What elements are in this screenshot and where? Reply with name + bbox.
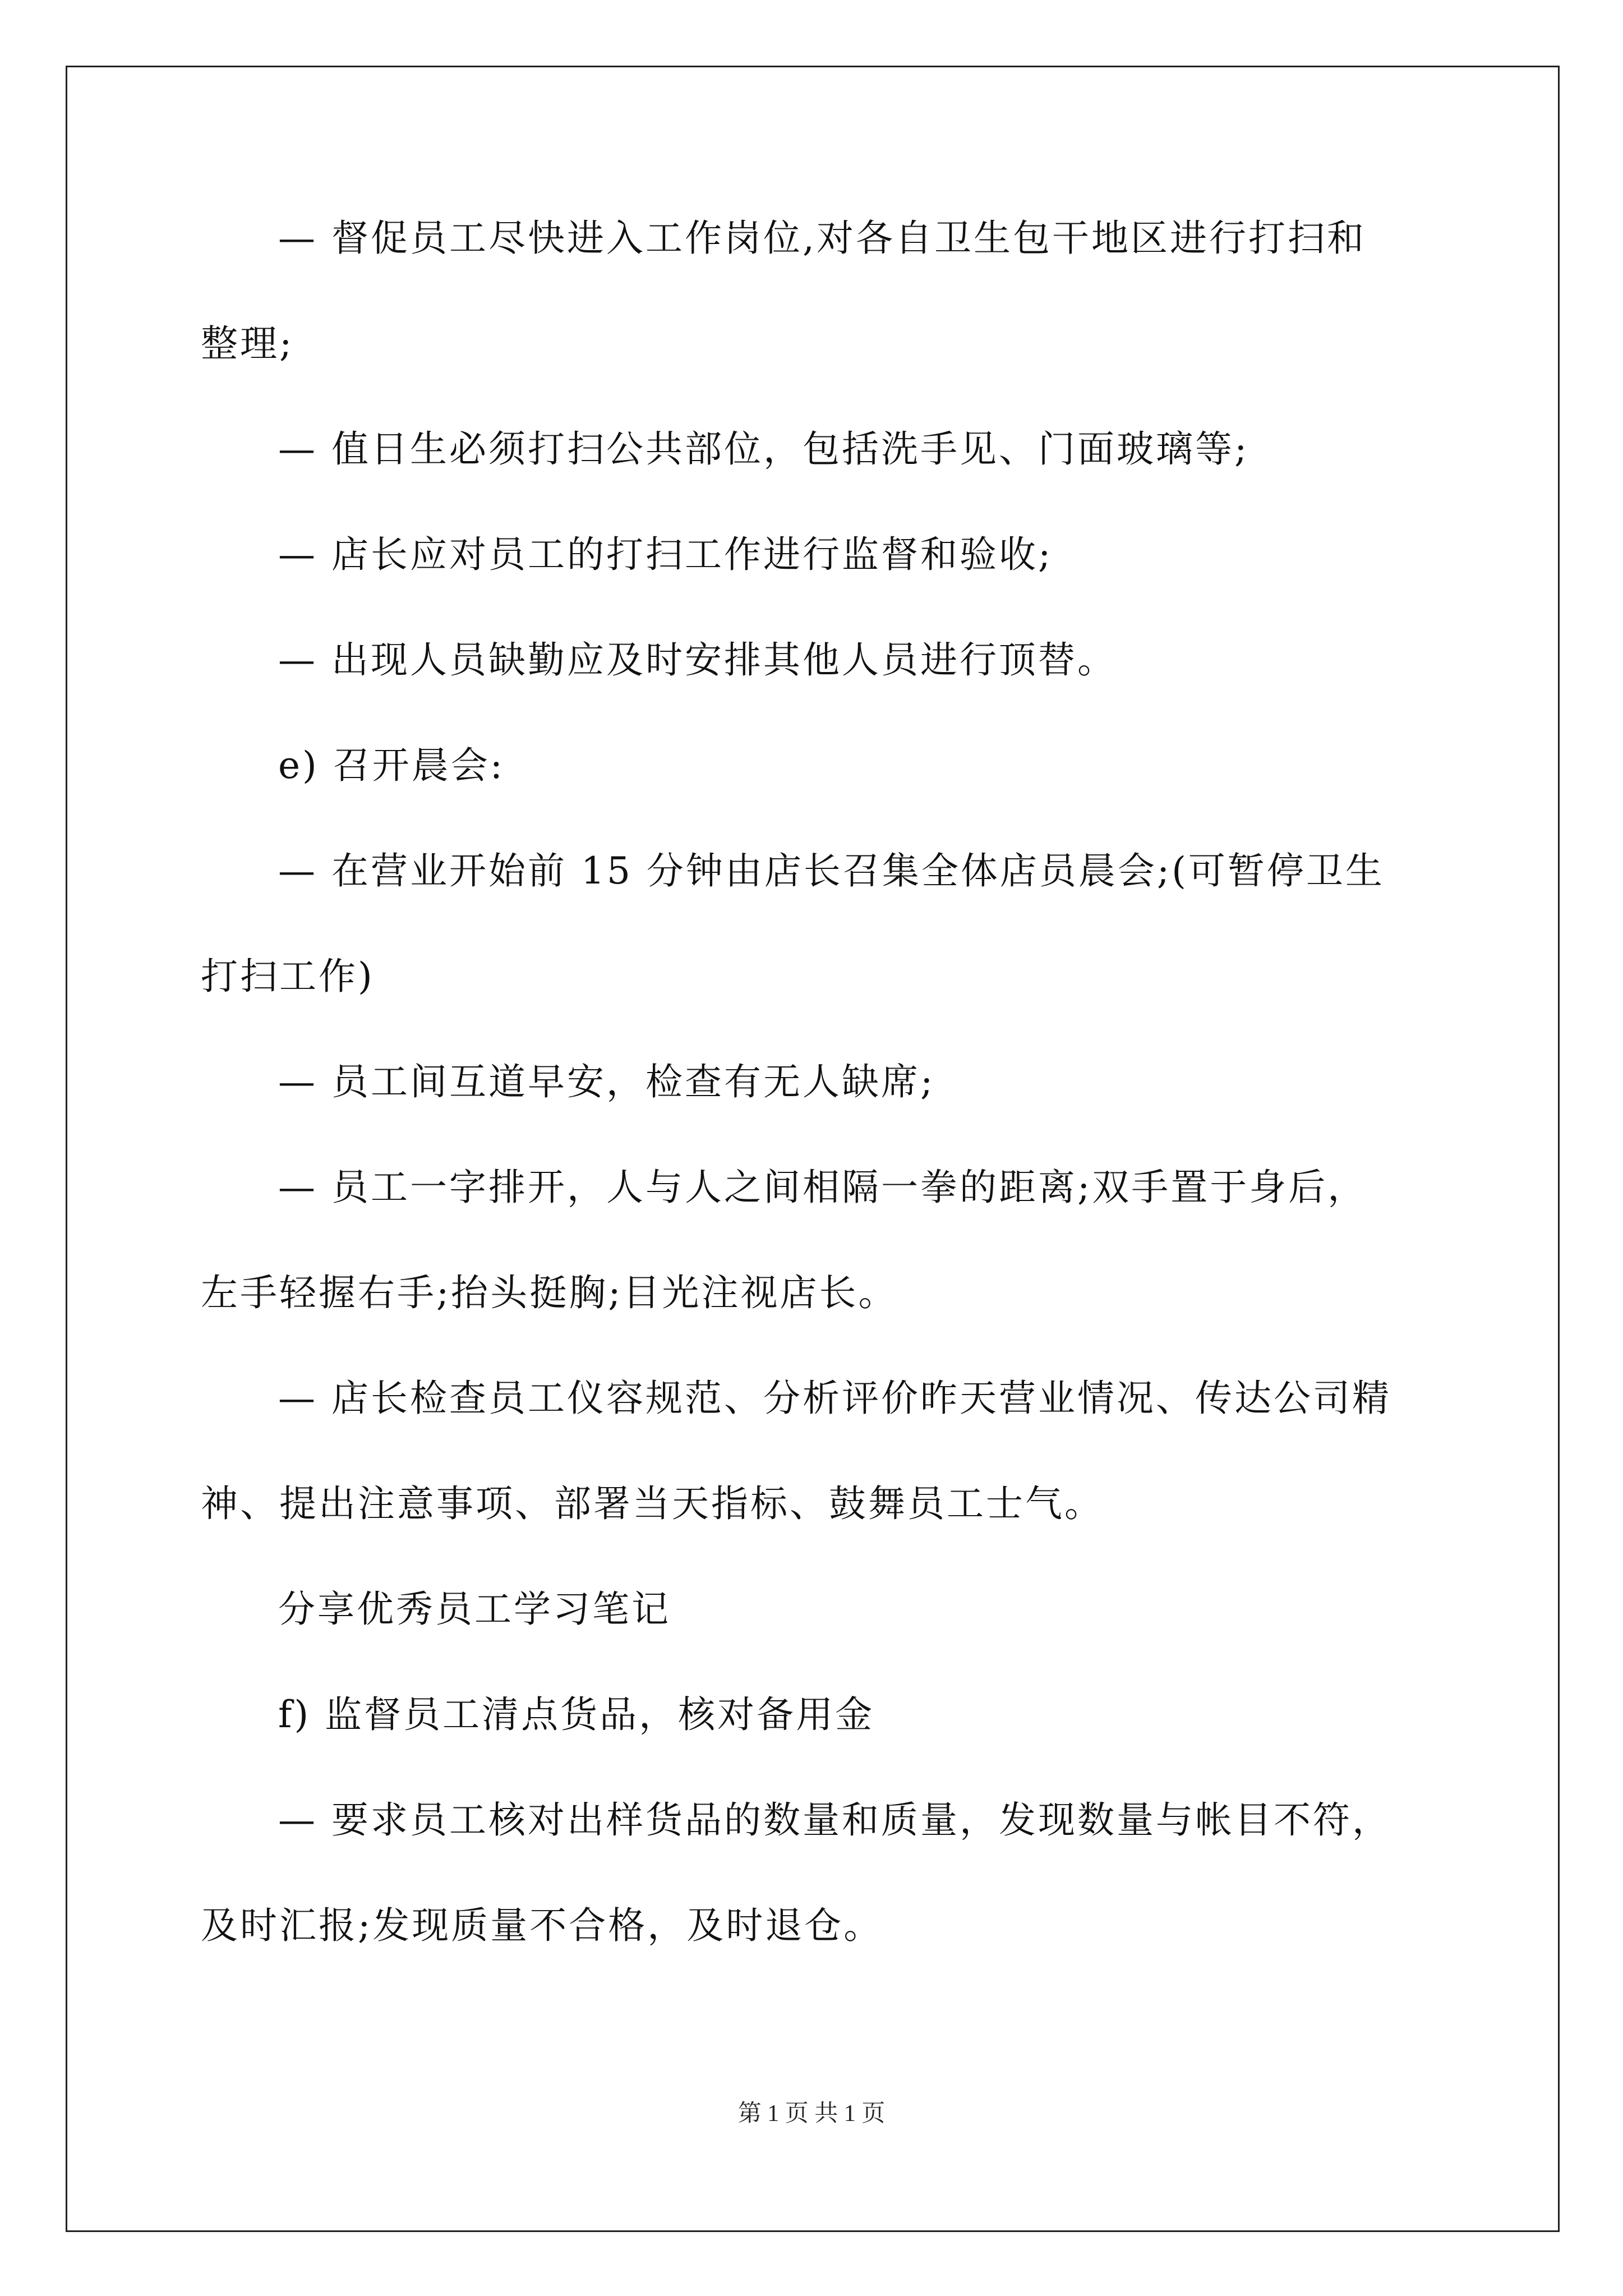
paragraph-6-line-2: 打扫工作)	[201, 955, 375, 998]
section-heading-f: f) 监督员工清点货品，核对备用金	[278, 1693, 875, 1736]
section-heading-e: e) 召开晨会:	[278, 744, 505, 787]
page-number-footer: 第 1 页 共 1 页	[737, 2101, 886, 2127]
paragraph-10: 分享优秀员工学习笔记	[278, 1588, 671, 1631]
paragraph-9-line-2: 神、提出注意事项、部署当天指标、鼓舞员工士气。	[201, 1482, 1104, 1525]
paragraph-6-line-1: — 在营业开始前 15 分钟由店长召集全体店员晨会;(可暂停卫生	[278, 849, 1385, 892]
paragraph-8-line-1: — 员工一字排开，人与人之间相隔一拳的距离;双手置于身后，	[278, 1166, 1367, 1209]
paragraph-2: — 值日生必须打扫公共部位，包括洗手见、门面玻璃等;	[278, 427, 1249, 471]
paragraph-1-line-2: 整理;	[201, 322, 294, 365]
paragraph-4: — 出现人员缺勤应及时安排其他人员进行顶替。	[278, 638, 1117, 682]
paragraph-1-line-1: — 督促员工尽快进入工作岗位,对各自卫生包干地区进行打扫和	[278, 217, 1366, 260]
paragraph-8-line-2: 左手轻握右手;抬头挺胸;目光注视店长。	[201, 1271, 898, 1314]
paragraph-12-line-2: 及时汇报;发现质量不合格，及时退仓。	[201, 1904, 883, 1947]
paragraph-9-line-1: — 店长检查员工仪容规范、分析评价昨天营业情况、传达公司精	[278, 1377, 1391, 1420]
paragraph-7: — 员工间互道早安，检查有无人缺席;	[278, 1060, 935, 1103]
paragraph-12-line-1: — 要求员工核对出样货品的数量和质量，发现数量与帐目不符，	[278, 1798, 1391, 1842]
paragraph-3: — 店长应对员工的打扫工作进行监督和验收;	[278, 533, 1053, 576]
